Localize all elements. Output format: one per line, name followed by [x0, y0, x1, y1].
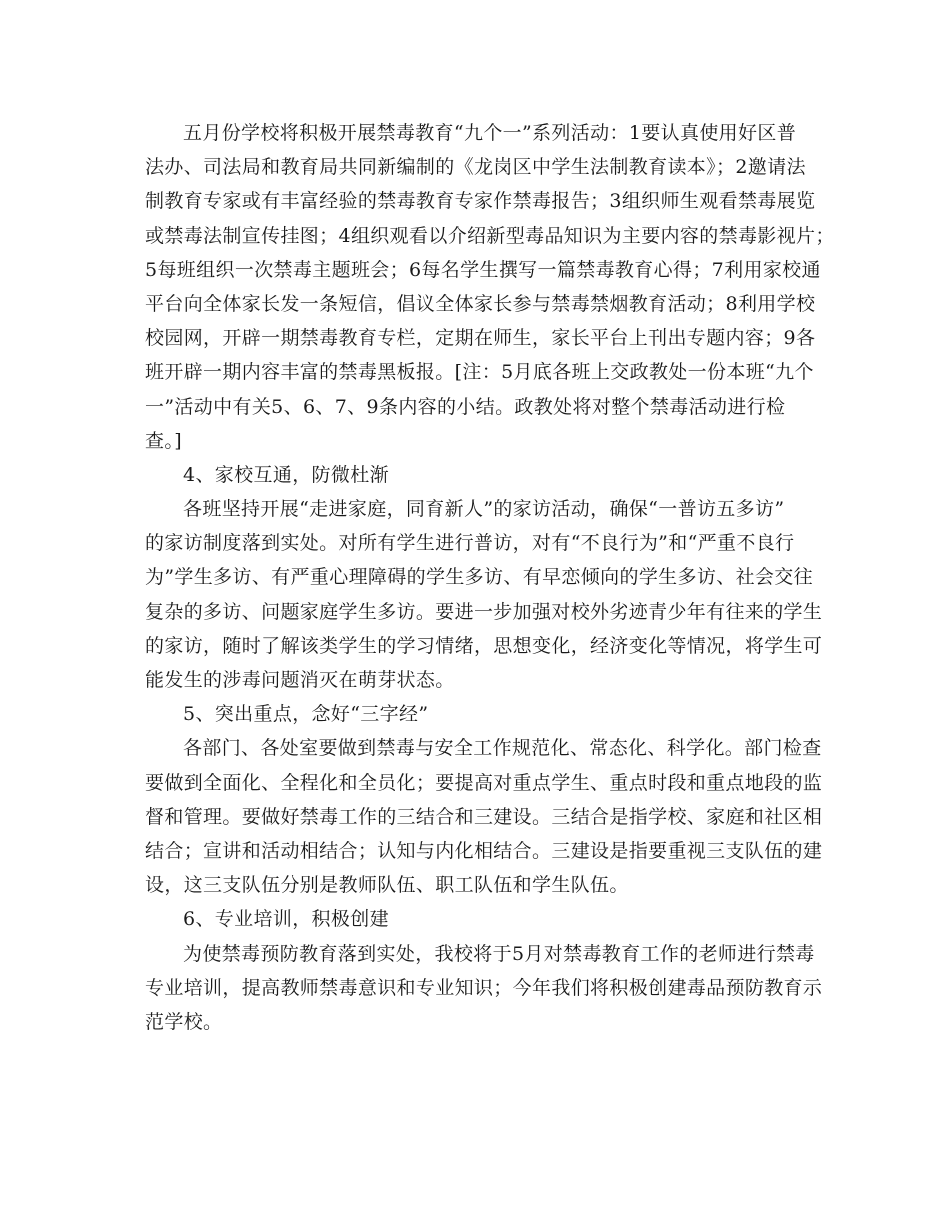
text-line: 范学校。	[145, 1010, 223, 1033]
heading-text: 6、专业培训，积极创建	[183, 908, 389, 931]
text-line: 各部门、各处室要做到禁毒与安全工作规范化、常态化、科学化。部门检查	[183, 737, 822, 760]
text-line: 班开辟一期内容丰富的禁毒黑板报。[注：5月底各班上交政教处一份本班“九个	[145, 361, 814, 384]
paragraph-departments	[145, 731, 823, 902]
section-heading-6	[145, 902, 801, 936]
text-line: 制教育专家或有丰富经验的禁毒教育专家作禁毒报告；3组织师生观看禁毒展览	[145, 190, 816, 213]
text-line: 查。]	[145, 429, 182, 452]
document-page	[145, 116, 835, 1039]
text-line: 能发生的涉毒问题消灭在萌芽状态。	[145, 669, 455, 691]
text-line: 结合；宣讲和活动相结合；认知与内化相结合。三建设是指要重视三支队伍的建	[145, 839, 823, 862]
text-line: 法办、司法局和教育局共同新编制的《龙岗区中学生法制教育读本》；2邀请法	[145, 156, 806, 179]
text-line: 5每班组织一次禁毒主题班会；6每名学生撰写一篇禁毒教育心得；7利用家校通	[145, 258, 821, 281]
text-line: 校园网，开辟一期禁毒教育专栏，定期在师生，家长平台上刊出专题内容；9各	[145, 327, 816, 350]
text-line: 一”活动中有关5、6、7、9条内容的小结。政教处将对整个禁毒活动进行检	[145, 395, 786, 418]
text-line: 的家访，随时了解该类学生的学习情绪，思想变化，经济变化等情况，将学生可	[145, 634, 823, 657]
text-line: 设，这三支队伍分别是教师队伍、职工队伍和学生队伍。	[145, 874, 629, 897]
text-line: 督和管理。要做好禁毒工作的三结合和三建设。三结合是指学校、家庭和社区相	[145, 805, 823, 828]
paragraph-home-visits	[145, 492, 823, 697]
section-heading-4	[145, 458, 801, 492]
section-heading-5	[145, 697, 801, 731]
text-line: 各班坚持开展“走进家庭，同育新人”的家访活动，确保“一普访五多访”	[183, 498, 785, 521]
text-line: 为”学生多访、有严重心理障碍的学生多访、有早恋倾向的学生多访、社会交往	[145, 566, 813, 589]
heading-text: 4、家校互通，防微杜渐	[183, 463, 389, 486]
text-line: 平台向全体家长发一条短信，倡议全体家长参与禁毒禁烟教育活动；8利用学校	[145, 292, 816, 315]
text-line: 的家访制度落到实处。对所有学生进行普访，对有“不良行为”和“严重不良行	[145, 532, 795, 555]
paragraph-activities	[145, 116, 835, 458]
paragraph-training	[145, 937, 823, 1040]
text-line: 五月份学校将积极开展禁毒教育“九个一”系列活动：1要认真使用好区普	[183, 122, 797, 144]
text-line: 或禁毒法制宣传挂图；4组织观看以介绍新型毒品知识为主要内容的禁毒影视片；	[145, 224, 835, 247]
heading-text: 5、突出重点，念好“三字经”	[183, 703, 429, 726]
text-line: 要做到全面化、全程化和全员化；要提高对重点学生、重点时段和重点地段的监	[145, 771, 823, 794]
text-line: 为使禁毒预防教育落到实处，我校将于5月对禁毒教育工作的老师进行禁毒	[183, 942, 815, 965]
text-line: 复杂的多访、问题家庭学生多访。要进一步加强对校外劣迹青少年有往来的学生	[145, 600, 823, 623]
text-line: 专业培训，提高教师禁毒意识和专业知识；今年我们将积极创建毒品预防教育示	[145, 976, 823, 999]
